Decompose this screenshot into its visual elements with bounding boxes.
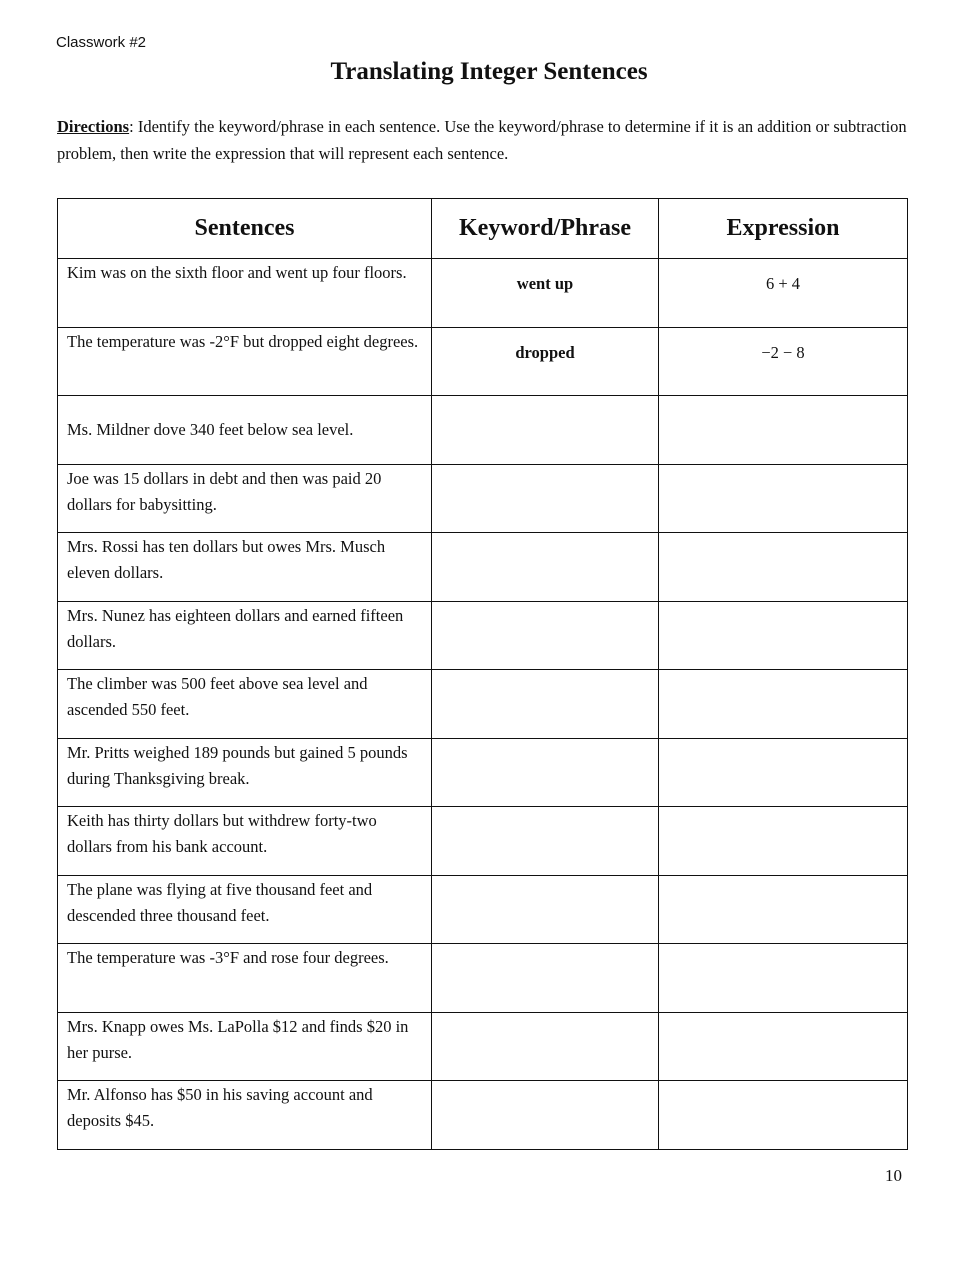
sentence-cell: Mrs. Knapp owes Ms. LaPolla $12 and finds $20 in her purse. (58, 1012, 432, 1081)
sentence-cell: Mrs. Rossi has ten dollars but owes Mrs. Musch eleven dollars. (58, 533, 432, 602)
table-header-row (58, 199, 908, 259)
column-header-expression: Expression (659, 199, 908, 259)
keyword-cell[interactable] (432, 601, 659, 670)
sentence-cell: Mr. Alfonso has $50 in his saving account and deposits $45. (58, 1081, 432, 1150)
table-row (58, 944, 908, 1013)
table-row (58, 875, 908, 944)
expression-cell[interactable] (659, 1081, 908, 1150)
expression-cell[interactable] (659, 533, 908, 602)
sentence-cell: Joe was 15 dollars in debt and then was paid 20 dollars for babysitting. (58, 464, 432, 533)
expression-cell[interactable] (659, 1012, 908, 1081)
directions-label: Directions (57, 117, 130, 136)
keyword-cell[interactable] (432, 738, 659, 807)
page-number: 10 (885, 1166, 902, 1185)
keyword-cell[interactable]: dropped (432, 327, 659, 396)
column-header-keyword: Keyword/Phrase (432, 199, 659, 259)
column-header-sentences: Sentences (58, 199, 432, 259)
expression-cell[interactable]: 6 + 4 (659, 259, 908, 328)
sentence-cell: Mrs. Nunez has eighteen dollars and earned fifteen dollars. (58, 601, 432, 670)
expression-cell[interactable] (659, 670, 908, 739)
expression-cell[interactable] (659, 875, 908, 944)
keyword-cell[interactable] (432, 396, 659, 465)
table-row (58, 807, 908, 876)
keyword-cell[interactable] (432, 944, 659, 1013)
sentence-cell: Ms. Mildner dove 340 feet below sea level. (58, 396, 432, 465)
table-row (58, 601, 908, 670)
table-row (58, 738, 908, 807)
page-title: Translating Integer Sentences (330, 58, 648, 85)
table-row (58, 396, 908, 465)
expression-cell[interactable] (659, 601, 908, 670)
keyword-cell[interactable] (432, 807, 659, 876)
keyword-cell[interactable] (432, 1081, 659, 1150)
sentence-cell: The climber was 500 feet above sea level and ascended 550 feet. (58, 670, 432, 739)
table-row (58, 670, 908, 739)
keyword-cell[interactable] (432, 1012, 659, 1081)
keyword-cell[interactable] (432, 533, 659, 602)
table-row (58, 533, 908, 602)
directions-text: : Identify the keyword/phrase in each sentence. Use the keyword/phrase to determine if it is an addition or subtraction problem, then write the expression that will represent each sentence. (57, 117, 907, 163)
expression-cell[interactable] (659, 396, 908, 465)
expression-cell[interactable] (659, 944, 908, 1013)
table-row (58, 464, 908, 533)
keyword-cell[interactable] (432, 464, 659, 533)
table-row (58, 259, 908, 328)
expression-cell[interactable]: −2 − 8 (659, 327, 908, 396)
sentence-cell: Kim was on the sixth floor and went up four floors. (58, 259, 432, 328)
worksheet-table (57, 198, 908, 1150)
sentence-cell: Keith has thirty dollars but withdrew forty-two dollars from his bank account. (58, 807, 432, 876)
sentence-cell: The plane was flying at five thousand feet and descended three thousand feet. (58, 875, 432, 944)
table-row (58, 327, 908, 396)
expression-cell[interactable] (659, 807, 908, 876)
table-row (58, 1081, 908, 1150)
sentence-cell: Mr. Pritts weighed 189 pounds but gained 5 pounds during Thanksgiving break. (58, 738, 432, 807)
expression-cell[interactable] (659, 464, 908, 533)
directions (57, 113, 917, 167)
classwork-label: Classwork #2 (56, 34, 147, 51)
sentence-cell: The temperature was -3°F and rose four degrees. (58, 944, 432, 1013)
keyword-cell[interactable]: went up (432, 259, 659, 328)
expression-cell[interactable] (659, 738, 908, 807)
table-row (58, 1012, 908, 1081)
keyword-cell[interactable] (432, 875, 659, 944)
keyword-cell[interactable] (432, 670, 659, 739)
sentence-cell: The temperature was -2°F but dropped eight degrees. (58, 327, 432, 396)
